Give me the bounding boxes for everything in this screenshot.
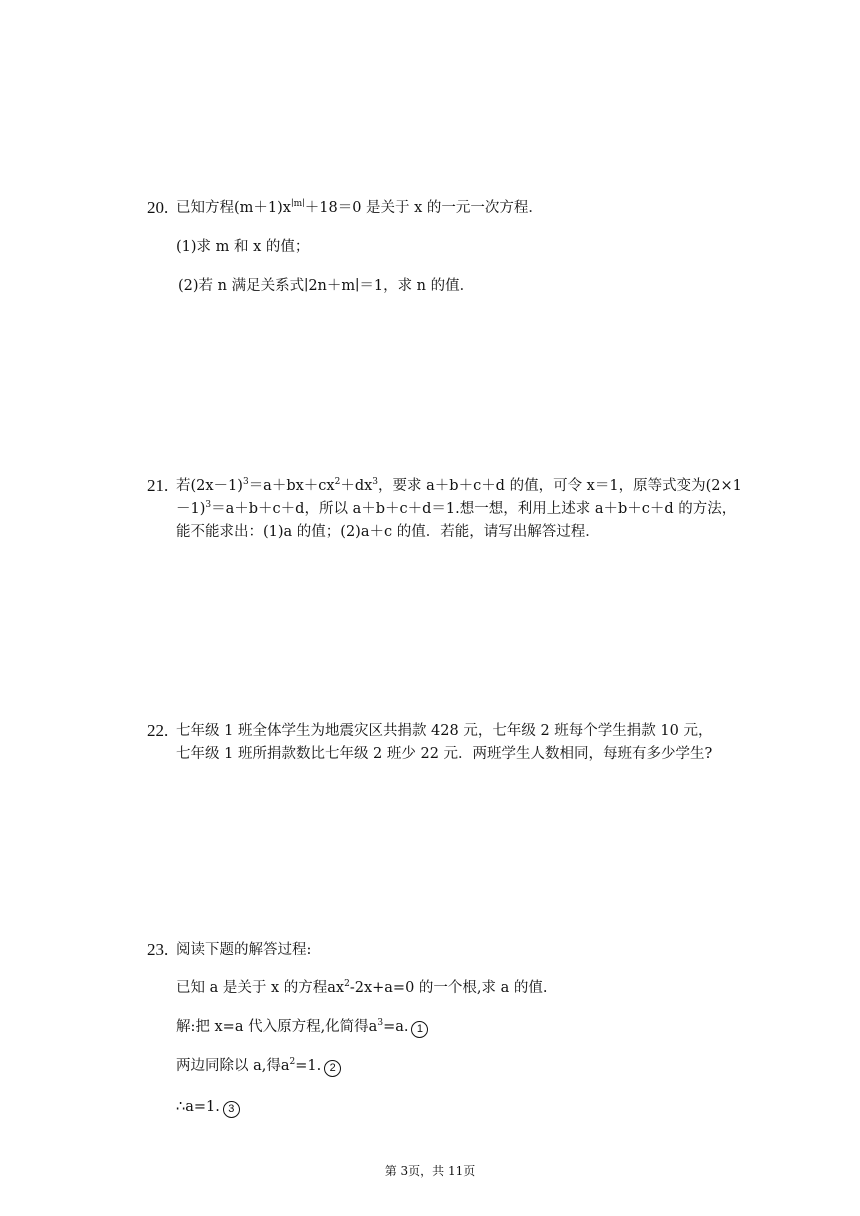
- question-20-stem: 已知方程$(m+1)x^{∣m∣}+18=0$ 是关于 x 的一元一次方程．: [176, 199, 543, 216]
- question-22-line-2: 七年级 1 班所捐款数比七年级 2 班少 22 元．两班学生人数相同，每班有多少学生?: [176, 746, 713, 762]
- question-20-number: 20.: [147, 198, 169, 217]
- question-20-part-1: (1)求 m 和 x 的值；: [176, 239, 310, 255]
- circled-number-2: 2: [324, 1060, 341, 1077]
- question-23-line-3: 解:把 x=a 代入原方程,化简得$a^3=a$. 1: [176, 1017, 428, 1038]
- question-22-number: 22.: [147, 721, 169, 740]
- question-20-part-2: (2)若 n 满足关系式∣2n＋m∣＝1，求 n 的值．: [178, 278, 475, 294]
- question-23-line-5: ∴a=1. 3: [176, 1097, 240, 1118]
- question-23-number: 23.: [147, 940, 169, 959]
- page-footer: 第 3页，共 11页: [384, 1164, 476, 1178]
- question-22-line-1: 七年级 1 班全体学生为地震灾区共捐款 428 元，七年级 2 班每个学生捐款 10 元，: [176, 723, 713, 739]
- question-23-line-1: 阅读下题的解答过程:: [176, 942, 312, 958]
- question-23-line-4: 两边同除以 a,得$a^2=1$. 2: [176, 1056, 341, 1077]
- question-21-number: 21.: [147, 476, 169, 495]
- question-21-line-3: 能不能求出：(1)a 的值；(2)a＋c 的值．若能，请写出解答过程．: [176, 524, 600, 540]
- circled-number-1: 1: [411, 1021, 428, 1038]
- question-21-line-1: 若$(2x-1)^3=a+bx+cx^2+dx^3$，要求 a＋b＋c＋d 的值，可令 x＝1，原等式变为(2×1: [176, 477, 742, 494]
- question-21-line-2: －1)$^3$＝a＋b＋c＋d，所以 a＋b＋c＋d＝1.想一想，利用上述求 a＋b＋c＋d 的方法，: [176, 500, 737, 517]
- circled-number-3: 3: [223, 1101, 240, 1118]
- question-23-line-2: 已知 a 是关于 x 的方程$ax^2-2x+a=0$ 的一个根,求 a 的值.: [176, 979, 548, 996]
